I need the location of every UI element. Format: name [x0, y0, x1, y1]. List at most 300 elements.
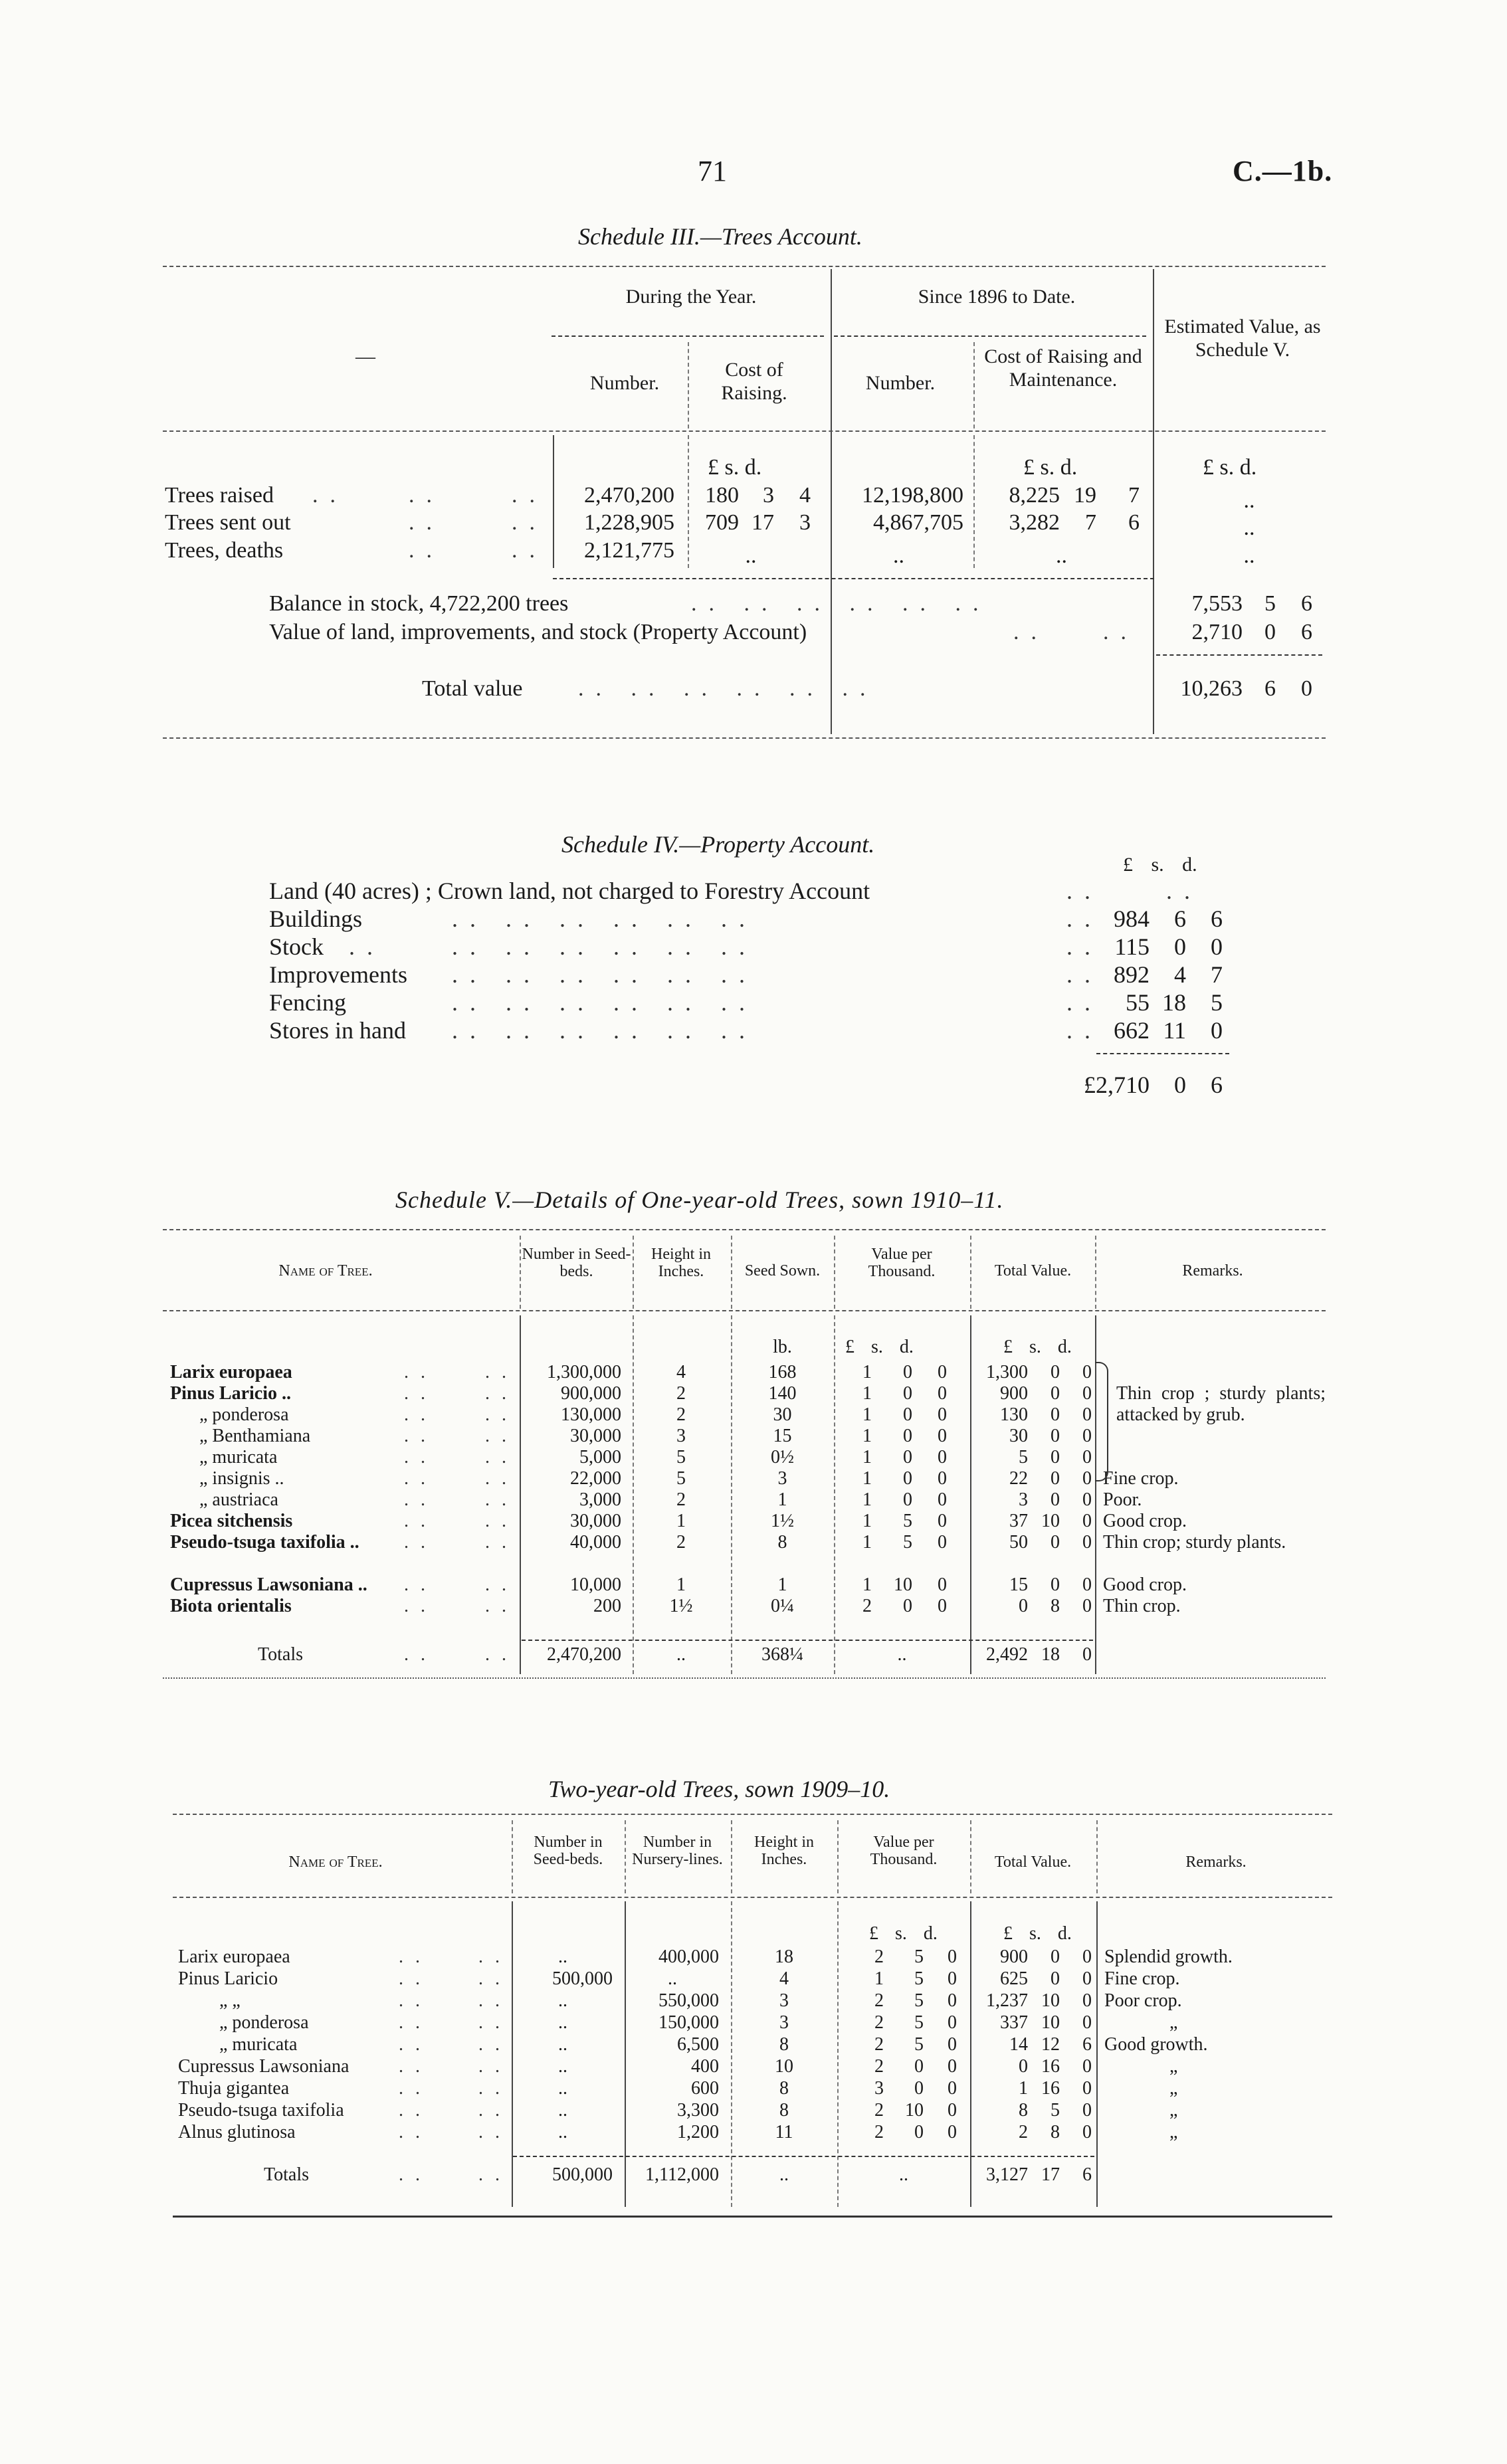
cell-value-s: 0 — [914, 2056, 924, 2077]
cell-value-d: 0 — [938, 1511, 947, 1531]
cell-seedbeds: .. — [558, 2078, 567, 2099]
cell-total-s: 5 — [1051, 2100, 1060, 2121]
lsd-header-maint: £ s. d. — [1023, 455, 1078, 480]
leader-dots: .. — [485, 1596, 518, 1616]
leader-dots: .. .. .. .. .. .. — [691, 591, 991, 616]
leader-dots: .. — [404, 1596, 437, 1616]
property-d: 6 — [1211, 905, 1223, 932]
leader-dots: .. — [404, 1362, 437, 1382]
cell-value-s: 10 — [894, 1574, 912, 1595]
cell-height: 1½ — [669, 1596, 693, 1616]
cell-height: 5 — [676, 1447, 686, 1468]
cell-seedbeds: .. — [558, 1946, 567, 1967]
two-year-caption: Two-year-old Trees, sown 1909–10. — [548, 1776, 890, 1802]
cell-nursery: 3,300 — [677, 2100, 719, 2121]
cell-value-s: 5 — [914, 1946, 924, 1967]
tree-name: Picea sitchensis — [170, 1511, 293, 1531]
property-l: 55 — [1126, 989, 1150, 1016]
header-name-of-tree: Name of Tree. — [288, 1853, 383, 1871]
leader-dots: .. — [399, 2078, 432, 2099]
cell-seed: 140 — [768, 1383, 797, 1404]
totals-total-s: 18 — [1041, 1644, 1060, 1665]
cell-number: 40,000 — [570, 1532, 621, 1553]
leader-dots: .. — [399, 2034, 432, 2055]
cell-total-s: 0 — [1051, 1574, 1060, 1595]
cell-remarks: „ — [1169, 2012, 1178, 2033]
lsd-header-cost: £ s. d. — [708, 455, 762, 480]
leader-dots: .. — [485, 1426, 518, 1446]
cell-value-d: 0 — [948, 1968, 957, 1989]
cell-value-d: 0 — [948, 2122, 957, 2142]
cell-nursery: 550,000 — [658, 1990, 719, 2011]
cell-height: 1 — [676, 1511, 686, 1531]
cell-seedbeds: .. — [558, 2012, 567, 2033]
cell-number: 5,000 — [579, 1447, 621, 1468]
cell-seed: 168 — [768, 1362, 797, 1382]
cell-value-l: 2 — [862, 1596, 872, 1616]
cell-height: 2 — [676, 1404, 686, 1425]
leader-dots: .. — [485, 1468, 518, 1489]
leader-dots: .. — [478, 2012, 512, 2033]
totals-total-d: 6 — [1082, 2164, 1092, 2185]
tree-name: Pinus Laricio .. — [170, 1383, 292, 1404]
leader-dots: .. .. .. .. .. .. — [452, 905, 757, 932]
cell-seedbeds: .. — [558, 2056, 567, 2077]
totals-height: .. — [779, 2164, 789, 2185]
cell-value-l: 1 — [874, 1968, 884, 1989]
property-s: 0 — [1174, 933, 1186, 960]
cell-height: 8 — [779, 2078, 789, 2099]
leader-dots: .. — [404, 1404, 437, 1425]
cell-est: .. — [1243, 543, 1255, 568]
leader-dots: .. — [512, 483, 547, 508]
cell-value-l: 1 — [862, 1489, 872, 1510]
cell-number: 200 — [593, 1596, 621, 1616]
cell-value-d: 0 — [938, 1489, 947, 1510]
cell-total-l: 900 — [1000, 1383, 1028, 1404]
property-d: 0 — [1211, 933, 1223, 960]
cell-value-d: 0 — [938, 1426, 947, 1446]
cell-maint-l: 8,225 — [1009, 483, 1060, 508]
cell-value-d: 0 — [948, 2100, 957, 2121]
totals-total-l: 2,492 — [986, 1644, 1028, 1665]
cell-remarks: Good crop. — [1103, 1574, 1187, 1595]
leader-dots: .. — [399, 2012, 432, 2033]
cell-total-d: 0 — [1082, 1489, 1092, 1510]
cell-total-l: 2 — [1019, 2122, 1028, 2142]
leader-dots: .. — [404, 1574, 437, 1595]
tree-name: Larix europaea — [178, 1946, 290, 1967]
leader-dots: .. .. .. .. .. .. — [452, 961, 757, 988]
leader-dots: .. — [478, 2034, 512, 2055]
property-label: Stores in hand — [269, 1017, 406, 1044]
balance-l: 7,553 — [1191, 591, 1243, 616]
cell-value-d: 0 — [938, 1362, 947, 1382]
leader-dots: .. — [485, 1404, 518, 1425]
totals-total-s: 17 — [1041, 2164, 1060, 2185]
property-label: Fencing — [269, 989, 346, 1016]
totals-seed: 368¼ — [761, 1644, 803, 1665]
leader-dots: .. — [409, 538, 444, 563]
cell-total-s: 0 — [1051, 1362, 1060, 1382]
cell-value-d: 0 — [938, 1447, 947, 1468]
tree-name: Biota orientalis — [170, 1596, 292, 1616]
tree-name: Thuja gigantea — [178, 2078, 290, 2099]
leader-dots: .. — [485, 1574, 518, 1595]
cell-seedbeds: .. — [558, 1990, 567, 2011]
land-value-l: 2,710 — [1191, 620, 1243, 644]
cell-total-l: 50 — [1009, 1532, 1028, 1553]
balance-label: Balance in stock, 4,722,200 trees — [269, 591, 569, 616]
header-total-value: Total Value. — [994, 1262, 1072, 1279]
header-dash: — — [355, 345, 375, 367]
cell-value-s: 5 — [914, 2034, 924, 2055]
cell-cost-s: 17 — [752, 510, 774, 535]
cell-value-l: 1 — [862, 1511, 872, 1531]
cell-seedbeds: .. — [558, 2122, 567, 2142]
leader-dots: .. — [404, 1426, 437, 1446]
cell-total-s: 10 — [1041, 1511, 1060, 1531]
schedule-v-caption: Schedule V.—Details of One-year-old Trees, sown 1910–11. — [395, 1186, 1004, 1213]
cell-remarks: Poor crop. — [1104, 1990, 1182, 2011]
tree-name: Pseudo-tsuga taxifolia — [178, 2100, 344, 2121]
property-l: 115 — [1114, 933, 1150, 960]
cell-maint-d: 7 — [1128, 483, 1140, 508]
cell-seedbeds: 500,000 — [552, 1968, 613, 1989]
cell-cost-l: 709 — [705, 510, 739, 535]
cell-value-l: 1 — [862, 1532, 872, 1553]
cell-height: 11 — [775, 2122, 793, 2142]
leader-dots: .. — [1066, 989, 1102, 1016]
cell-value-d: 0 — [948, 2034, 957, 2055]
tree-name: „ ponderosa — [199, 1404, 289, 1425]
tree-name: Larix europaea — [170, 1362, 292, 1382]
cell-cost-d: 4 — [799, 483, 811, 508]
row-label: Trees sent out — [165, 510, 291, 535]
row-label: Trees, deaths — [165, 538, 284, 563]
cell-value-s: 0 — [903, 1404, 912, 1425]
cell-nursery: .. — [668, 1968, 677, 1989]
property-l: 662 — [1114, 1017, 1150, 1044]
cell-value-s: 0 — [903, 1447, 912, 1468]
leader-dots: .. — [485, 1489, 518, 1510]
cell-value-l: 1 — [862, 1447, 872, 1468]
cell-seed: 30 — [773, 1404, 792, 1425]
cell-total-d: 0 — [1082, 1468, 1092, 1489]
cell-value-s: 5 — [914, 2012, 924, 2033]
cell-number: 10,000 — [570, 1574, 621, 1595]
cell-number-since: .. — [893, 543, 904, 568]
header-number: Number. — [589, 372, 660, 394]
cell-number: 30,000 — [570, 1511, 621, 1531]
leader-dots: .. — [349, 933, 385, 960]
leader-dots: .. — [1066, 905, 1102, 932]
leader-dots: .. — [485, 1532, 518, 1553]
cell-total-s: 16 — [1041, 2078, 1060, 2099]
cell-total-s: 0 — [1051, 1532, 1060, 1553]
leader-dots: .. — [485, 1644, 518, 1665]
leader-dots: .. — [404, 1468, 437, 1489]
leader-dots: .. — [1066, 878, 1102, 904]
header-height: Height in Inches. — [651, 1246, 711, 1281]
leader-dots: .. — [485, 1362, 518, 1382]
cell-seed: 0½ — [771, 1447, 794, 1468]
leader-dots: .. — [478, 2078, 512, 2099]
cell-value-s: 0 — [903, 1468, 912, 1489]
tree-name: „ muricata — [199, 1447, 278, 1468]
header-number-seedbeds: Number in Seed-beds. — [522, 1246, 631, 1281]
cell-nursery: 150,000 — [658, 2012, 719, 2033]
header-estimated-value: Estimated Value, as Schedule V. — [1164, 316, 1321, 361]
leader-dots: .. — [399, 2122, 432, 2142]
header-during-year: During the Year. — [625, 286, 757, 308]
header-value-per-thousand: Value per Thousand. — [870, 1834, 938, 1869]
totals-total-d: 0 — [1082, 1644, 1092, 1665]
lsd-header: £ s. d. — [1123, 854, 1197, 876]
cell-number: 2,121,775 — [584, 538, 674, 563]
cell-value-l: 2 — [874, 1990, 884, 2011]
cell-remarks: Thin crop; sturdy plants. — [1103, 1532, 1286, 1553]
cell-seed: 1 — [777, 1489, 787, 1510]
cell-total-d: 0 — [1082, 2012, 1092, 2033]
cell-value-s: 5 — [914, 1990, 924, 2011]
schedule-iii-caption: Schedule III.—Trees Account. — [578, 223, 862, 250]
cell-cost: .. — [745, 543, 757, 568]
cell-value-l: 2 — [874, 2056, 884, 2077]
cell-height: 2 — [676, 1489, 686, 1510]
cell-number: 22,000 — [570, 1468, 621, 1489]
tree-name: „ austriaca — [199, 1489, 278, 1510]
unit-lsd-value: £ s. d. — [869, 1923, 938, 1944]
cell-value-d: 0 — [938, 1468, 947, 1489]
leader-dots: .. — [478, 2122, 512, 2142]
cell-value-s: 0 — [903, 1362, 912, 1382]
cell-total-d: 0 — [1082, 1426, 1092, 1446]
row-label: Trees raised — [165, 483, 274, 508]
totals-total-l: 3,127 — [986, 2164, 1028, 2185]
total-value-s: 6 — [1264, 676, 1276, 701]
cell-remarks: „ — [1169, 2100, 1178, 2121]
cell-value-l: 1 — [862, 1362, 872, 1382]
cell-value-d: 0 — [948, 2078, 957, 2099]
cell-value-d: 0 — [948, 1990, 957, 2011]
cell-value-s: 0 — [903, 1426, 912, 1446]
property-s: 4 — [1174, 961, 1186, 988]
cell-maint-s: 7 — [1085, 510, 1096, 535]
cell-maint-d: 6 — [1128, 510, 1140, 535]
property-total-d: 6 — [1211, 1072, 1223, 1098]
cell-total-l: 30 — [1009, 1426, 1028, 1446]
balance-s: 5 — [1264, 591, 1276, 616]
leader-dots: .. — [1066, 961, 1102, 988]
leader-dots: .. — [485, 1511, 518, 1531]
cell-value-d: 0 — [938, 1596, 947, 1616]
leader-dots: .. — [312, 483, 348, 508]
leader-dots: .. — [478, 1990, 512, 2011]
lsd-header-est: £ s. d. — [1203, 455, 1257, 480]
cell-total-s: 0 — [1051, 1404, 1060, 1425]
cell-height: 3 — [676, 1426, 686, 1446]
property-d: 5 — [1211, 989, 1223, 1016]
leader-dots: .. — [399, 1968, 432, 1989]
cell-remarks: Poor. — [1103, 1489, 1142, 1510]
cell-total-l: 1,300 — [986, 1362, 1028, 1382]
cell-maint: .. — [1056, 543, 1067, 568]
unit-lb: lb. — [773, 1337, 792, 1357]
property-s: 6 — [1174, 905, 1186, 932]
cell-nursery: 400,000 — [658, 1946, 719, 1967]
cell-number: 1,300,000 — [547, 1362, 621, 1382]
unit-lsd-value: £ s. d. — [845, 1337, 914, 1357]
unit-lsd-total: £ s. d. — [1003, 1337, 1072, 1357]
leader-dots: .. .. .. .. .. .. — [452, 989, 757, 1016]
cell-seed: 1½ — [771, 1511, 794, 1531]
schedule-iv-caption: Schedule IV.—Property Account. — [561, 831, 875, 858]
header-number-nursery: Number in Nursery-lines. — [632, 1834, 723, 1869]
cell-total-s: 0 — [1051, 1468, 1060, 1489]
cell-total-s: 0 — [1051, 1383, 1060, 1404]
cell-total-l: 900 — [1000, 1946, 1028, 1967]
cell-maint-l: 3,282 — [1009, 510, 1060, 535]
header-total-value: Total Value. — [994, 1853, 1072, 1871]
leader-dots: .. — [1103, 620, 1138, 644]
property-label: Improvements — [269, 961, 407, 988]
cell-remarks: Fine crop. — [1103, 1468, 1179, 1489]
land-value-label: Value of land, improvements, and stock (Property Account) — [269, 620, 807, 644]
property-label: Buildings — [269, 905, 363, 932]
page-number: 71 — [698, 155, 727, 187]
cell-value-l: 1 — [862, 1383, 872, 1404]
property-l: 892 — [1114, 961, 1150, 988]
header-remarks: Remarks. — [1182, 1262, 1243, 1279]
tree-name: „ ponderosa — [219, 2012, 309, 2033]
cell-value-l: 3 — [874, 2078, 884, 2099]
cell-value-s: 5 — [914, 1968, 924, 1989]
cell-value-d: 0 — [948, 1946, 957, 1967]
cell-seed: 0¼ — [771, 1596, 794, 1616]
land-row: Land (40 acres) ; Crown land, not charged to Forestry Account — [269, 878, 870, 904]
leader-dots: .. — [1166, 878, 1202, 904]
header-height: Height in Inches. — [754, 1834, 814, 1869]
leader-dots: .. — [485, 1383, 518, 1404]
leader-dots: .. — [404, 1383, 437, 1404]
leader-dots: .. — [404, 1511, 437, 1531]
leader-dots: .. — [399, 1990, 432, 2011]
leader-dots: .. — [478, 2100, 512, 2121]
tree-name: Alnus glutinosa — [178, 2122, 296, 2142]
totals-nursery: 1,112,000 — [645, 2164, 719, 2185]
cell-nursery: 1,200 — [677, 2122, 719, 2142]
land-value-d: 6 — [1301, 620, 1312, 644]
cell-nursery: 6,500 — [677, 2034, 719, 2055]
cell-height: 5 — [676, 1468, 686, 1489]
cell-value-s: 0 — [914, 2122, 924, 2142]
cell-total-d: 0 — [1082, 1383, 1092, 1404]
leader-dots: .. — [399, 2056, 432, 2077]
header-number-since: Number. — [865, 372, 936, 394]
cell-total-d: 0 — [1082, 1946, 1092, 1967]
totals-label: Totals — [258, 1644, 304, 1665]
cell-total-s: 10 — [1041, 1990, 1060, 2011]
cell-total-l: 0 — [1019, 1596, 1028, 1616]
cell-value-s: 0 — [903, 1383, 912, 1404]
cell-total-d: 0 — [1082, 2056, 1092, 2077]
cell-total-d: 0 — [1082, 1574, 1092, 1595]
leader-dots: .. — [409, 483, 444, 508]
cell-cost-d: 3 — [799, 510, 811, 535]
cell-total-s: 8 — [1051, 2122, 1060, 2142]
cell-total-d: 0 — [1082, 1990, 1092, 2011]
leader-dots: .. — [512, 510, 547, 535]
leader-dots: .. — [1066, 933, 1102, 960]
cell-number: 130,000 — [561, 1404, 621, 1425]
cell-nursery: 400 — [691, 2056, 719, 2077]
cell-height: 3 — [779, 1990, 789, 2011]
cell-value-d: 0 — [938, 1574, 947, 1595]
cell-total-s: 10 — [1041, 2012, 1060, 2033]
cell-total-l: 3 — [1019, 1489, 1028, 1510]
cell-total-d: 0 — [1082, 1511, 1092, 1531]
header-cost-maintenance: Cost of Raising and Maintenance. — [984, 345, 1142, 391]
header-number-seedbeds: Number in Seed-beds. — [533, 1834, 603, 1869]
cell-value-l: 2 — [874, 2034, 884, 2055]
leader-dots: .. — [404, 1447, 437, 1468]
land-value-s: 0 — [1264, 620, 1276, 644]
leader-dots: .. — [399, 1946, 432, 1967]
cell-value-s: 10 — [905, 2100, 924, 2121]
cell-height: 8 — [779, 2034, 789, 2055]
cell-value-l: 2 — [874, 2122, 884, 2142]
cell-height: 18 — [775, 1946, 793, 1967]
cell-total-l: 337 — [1000, 2012, 1028, 2033]
cell-total-s: 0 — [1051, 1968, 1060, 1989]
tree-name: „ Benthamiana — [199, 1426, 311, 1446]
cell-remarks: Good crop. — [1103, 1511, 1187, 1531]
leader-dots: .. .. .. .. .. .. — [452, 1017, 757, 1044]
cell-total-l: 8 — [1019, 2100, 1028, 2121]
cell-value-s: 5 — [903, 1511, 912, 1531]
cell-total-d: 0 — [1082, 2100, 1092, 2121]
cell-nursery: 600 — [691, 2078, 719, 2099]
cell-value-l: 2 — [874, 2012, 884, 2033]
cell-total-l: 0 — [1019, 2056, 1028, 2077]
leader-dots: .. .. .. .. .. .. — [578, 676, 878, 701]
property-s: 11 — [1163, 1017, 1186, 1044]
leader-dots: .. .. .. .. .. .. — [452, 933, 757, 960]
cell-height: 4 — [779, 1968, 789, 1989]
leader-dots: .. — [478, 2056, 512, 2077]
header-value-per-thousand: Value per Thousand. — [868, 1246, 936, 1281]
property-total-l: £2,710 — [1084, 1072, 1150, 1098]
property-d: 0 — [1211, 1017, 1223, 1044]
remark-brace: Thin crop ; sturdy plants; attacked by grub. — [1116, 1383, 1326, 1426]
leader-dots: .. — [478, 1946, 512, 1967]
tree-name: „ „ — [219, 1990, 241, 2011]
tree-name: Pseudo-tsuga taxifolia .. — [170, 1532, 359, 1553]
totals-seedbeds: 500,000 — [552, 2164, 613, 2185]
header-cost-raising: Cost of Raising. — [721, 359, 787, 404]
totals-label: Totals — [264, 2164, 310, 2185]
cell-remarks: Fine crop. — [1104, 1968, 1180, 1989]
cell-height: 4 — [676, 1362, 686, 1382]
cell-remarks: „ — [1169, 2122, 1178, 2142]
cell-number-since: 12,198,800 — [862, 483, 963, 508]
cell-height: 2 — [676, 1383, 686, 1404]
totals-value: .. — [899, 2164, 908, 2185]
cell-value-d: 0 — [938, 1532, 947, 1553]
cell-seed: 8 — [777, 1532, 787, 1553]
leader-dots: .. — [409, 510, 444, 535]
